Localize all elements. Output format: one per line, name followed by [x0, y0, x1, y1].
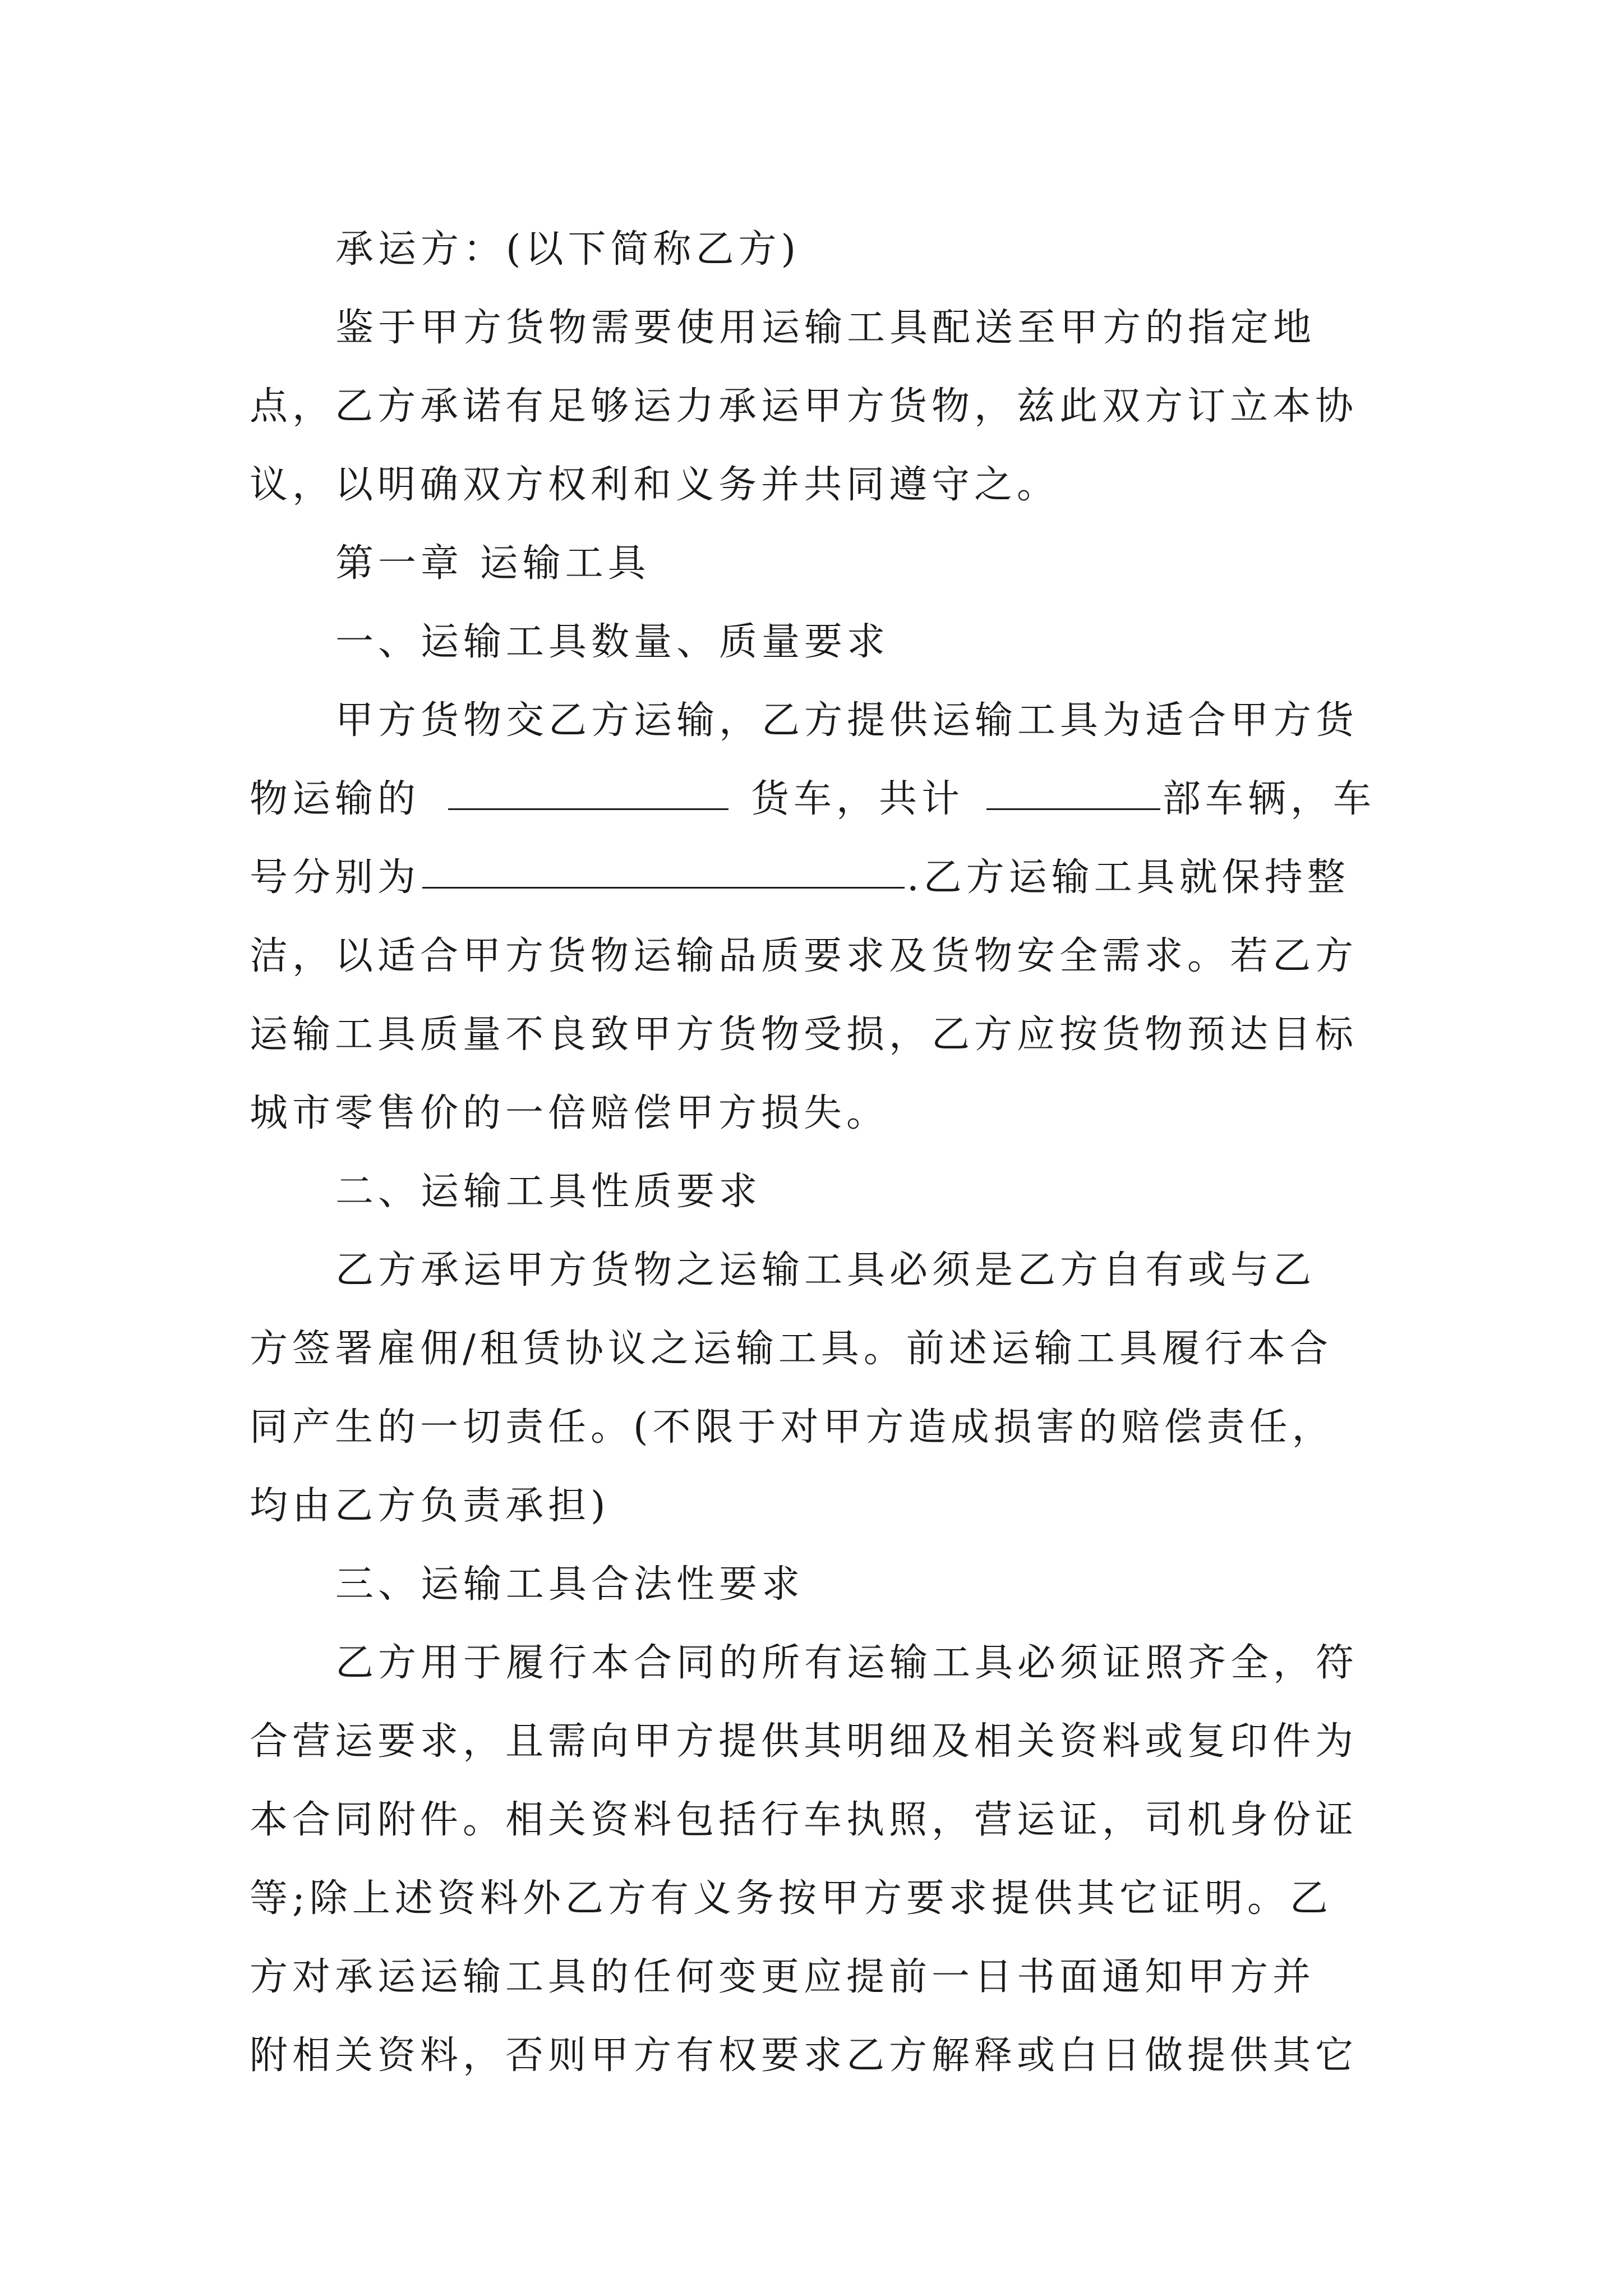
fill-in-text: .乙方运输工具就保持整: [907, 855, 1350, 900]
fill-in-line-vehicle: [250, 760, 1388, 839]
document-body: [250, 210, 1388, 2095]
paragraph-line: 议，以明确双方权利和义务并共同遵守之。: [250, 463, 1060, 507]
paragraph-line: 洁，以适合甲方货物运输品质要求及货物安全需求。若乙方: [250, 934, 1358, 978]
blank-plate-numbers[interactable]: [422, 839, 905, 889]
paragraph-line: 城市零售价的一倍赔偿甲方损失。: [250, 1091, 889, 1135]
chapter-heading: 第一章 运输工具: [335, 541, 651, 586]
paragraph-line: 乙方用于履行本合同的所有运输工具必须证照齐全，符: [335, 1641, 1359, 1685]
paragraph-line: 方对承运运输工具的任何变更应提前一日书面通知甲方并: [250, 1955, 1316, 1999]
paragraph-line: 均由乙方负责承担): [250, 1484, 610, 1528]
paragraph-line: 乙方承运甲方货物之运输工具必须是乙方自有或与乙: [335, 1248, 1316, 1292]
fill-in-text: 物运输的: [250, 777, 421, 821]
paragraph-line: 鉴于甲方货物需要使用运输工具配送至甲方的指定地: [335, 306, 1316, 350]
paragraph-line: 运输工具质量不良致甲方货物受损，乙方应按货物预达目标: [250, 1013, 1358, 1057]
paragraph-line: 本合同附件。相关资料包括行车执照，营运证，司机身份证: [250, 1798, 1358, 1842]
paragraph-line: 方签署雇佣/租赁协议之运输工具。前述运输工具履行本合: [250, 1327, 1332, 1371]
section-heading: 三、运输工具合法性要求: [335, 1562, 805, 1607]
section-heading: 一、运输工具数量、质量要求: [335, 620, 890, 664]
blank-vehicle-count[interactable]: [986, 760, 1160, 810]
fill-in-line-plate: [250, 839, 1388, 917]
fill-in-text: 号分别为: [250, 855, 421, 900]
paragraph-line: 同产生的一切责任。(不限于对甲方造成损害的赔偿责任，: [250, 1405, 1335, 1450]
paragraph-line: 合营运要求，且需向甲方提供其明细及相关资料或复印件为: [250, 1719, 1358, 1764]
fill-in-text: 货车，共计: [751, 777, 965, 821]
paragraph-line: 点，乙方承诺有足够运力承运甲方货物，兹此双方订立本协: [250, 384, 1358, 429]
paragraph-line: 甲方货物交乙方运输，乙方提供运输工具为适合甲方货: [335, 698, 1359, 743]
paragraph-line: 等;除上述资料外乙方有义务按甲方要求提供其它证明。乙: [250, 1876, 1332, 1921]
section-heading: 二、运输工具性质要求: [335, 1170, 762, 1214]
paragraph-line: 附相关资料，否则甲方有权要求乙方解释或白日做提供其它: [250, 2033, 1358, 2078]
blank-vehicle-type[interactable]: [448, 760, 728, 810]
paragraph-line: 承运方：(以下简称乙方): [335, 227, 801, 272]
fill-in-text: 部车辆，车: [1163, 777, 1376, 821]
